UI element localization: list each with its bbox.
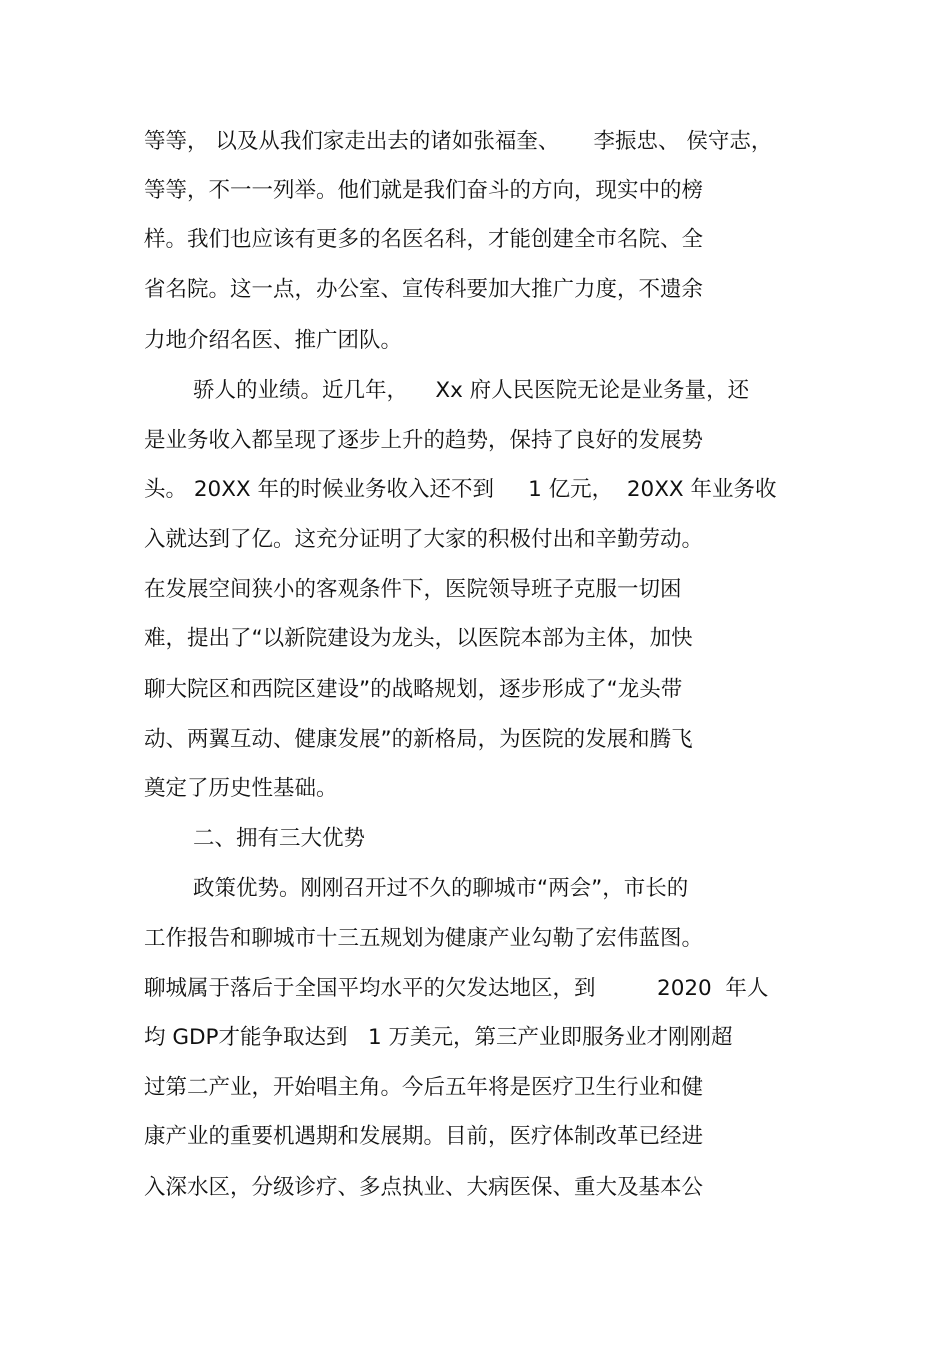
text-line-17: 工作报告和聊城市十三五规划为健康产业勾勒了宏伟蓝图。 [144, 926, 704, 951]
section-heading: 二、拥有三大优势 [193, 826, 366, 851]
text-line-7: 是业务收入都呈现了逐步上升的趋势，保持了良好的发展势 [144, 428, 704, 453]
text-line-16: 政策优势。刚刚召开过不久的聊城市“两会”，市长的 [193, 876, 689, 901]
text-line-18: 聊城属于落后于全国平均水平的欠发达地区，到 2020 年人 [144, 976, 769, 1001]
text-line-19: 均 GDP才能争取达到 1 万美元，第三产业即服务业才刚刚超 [144, 1025, 733, 1050]
text-line-2: 等等，不一一列举。他们就是我们奋斗的方向，现实中的榜 [144, 178, 704, 203]
text-line-22: 入深水区，分级诊疗、多点执业、大病医保、重大及基本公 [144, 1175, 704, 1200]
text-line-13: 动、两翼互动、健康发展”的新格局，为医院的发展和腾飞 [144, 727, 693, 752]
text-line-12: 聊大院区和西院区建设”的战略规划，逐步形成了“龙头带 [144, 677, 683, 702]
text-line-6: 骄人的业绩。近几年， Xx 府人民医院无论是业务量，还 [193, 378, 750, 403]
text-line-14: 奠定了历史性基础。 [144, 776, 338, 801]
text-line-11: 难，提出了“以新院建设为龙头，以医院本部为主体，加快 [144, 626, 693, 651]
text-line-21: 康产业的重要机遇期和发展期。目前，医疗体制改革已经进 [144, 1124, 704, 1149]
text-line-8: 头。 20XX 年的时候业务收入还不到 1 亿元， 20XX 年业务收 [144, 477, 777, 502]
text-line-10: 在发展空间狭小的客观条件下，医院领导班子克服一切困 [144, 577, 682, 602]
text-line-3: 样。我们也应该有更多的名医名科，才能创建全市名院、全 [144, 227, 704, 252]
text-line-5: 力地介绍名医、推广团队。 [144, 328, 403, 353]
text-line-4: 省名院。这一点，办公室、宣传科要加大推广力度，不遗余 [144, 277, 704, 302]
text-line-1: 等等， 以及从我们家走出去的诸如张福奎、 李振忠、 侯守志， [144, 129, 773, 154]
text-line-9: 入就达到了亿。这充分证明了大家的积极付出和辛勤劳动。 [144, 527, 704, 552]
text-line-20: 过第二产业，开始唱主角。今后五年将是医疗卫生行业和健 [144, 1075, 704, 1100]
